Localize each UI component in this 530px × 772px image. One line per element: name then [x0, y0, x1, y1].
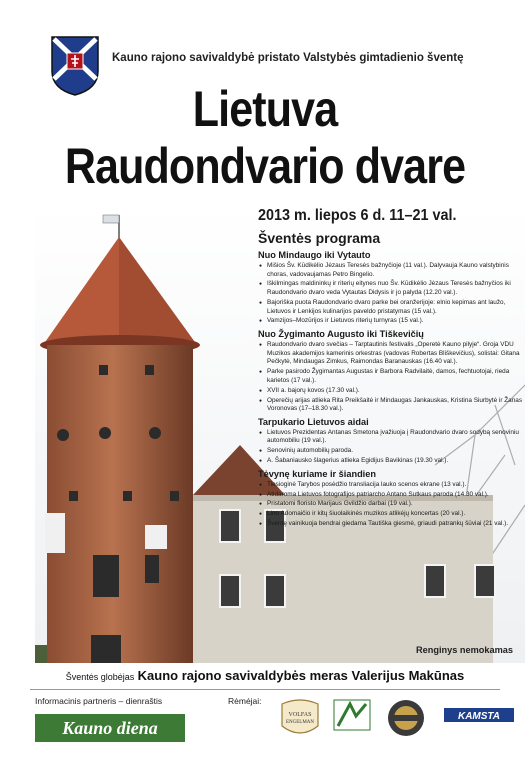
free-entry-note: Renginys nemokamas	[416, 645, 514, 655]
patron-label: Šventės globėjas	[65, 672, 135, 682]
list-item: ● Tiesioginė Tarybos posėdžio transliacija lauko scenos ekrane (13 val.).	[258, 481, 526, 490]
presents-line: Kauno rajono savivaldybė pristato Valstybės gimtadienio šventę	[112, 52, 464, 64]
kamsta-logo-icon	[444, 708, 514, 722]
list-item: ● Šventę vainikuoja bendrai giedama Tautiška giesmė, griaudi patrankų šūviai (21 val.).	[258, 520, 526, 529]
list-item: ● Iškilmingas maldininkų ir riterių eitynes nuo Šv. Kūdikėlio Jėzaus Teresės bažnyčios iki Raudondvario dvaro veda Vytautas Didysis ir jo palyda (12.20 val.).	[258, 280, 526, 297]
section-title: Nuo Mindaugo iki Vytauto	[258, 250, 371, 260]
list-item: ● Lino Adomaičio ir kitų šiuolaikinės muzikos atlikėjų koncertas (20 val.).	[258, 510, 526, 519]
list-item: ● Atidaroma Lietuvos fotografijos patriarcho Antano Sutkaus paroda (14.30 val.).	[258, 491, 526, 500]
list-item: ● Parke pasirodo Žygimantas Augustas ir Barbora Radvilaitė, damos, fechtuotojai, rieda karietos (17 val.).	[258, 368, 526, 385]
list-item: ● Mišios Šv. Kūdikėlio Jėzaus Teresės bažnyčioje (11 val.). Dalyvauja Kauno valstybinis choras, vadovaujamas Petro Bingelio.	[258, 262, 526, 279]
agro-company-logo-icon	[334, 700, 370, 730]
poster-title-line2: Raudondvario dvare	[64, 138, 466, 194]
program-list	[258, 341, 526, 414]
list-item: ● A. Šabaniausko šlagerius atlieka Egidijus Bavikinas (19.30 val.).	[258, 457, 526, 466]
list-item: ● Lietuvos Prezidentas Antanas Smetona įvažiuoja į Raudondvario dvaro sodybą senoviniu automobiliu (19 val.).	[258, 429, 526, 446]
sponsor-logos	[280, 696, 520, 742]
program-list	[258, 429, 526, 466]
section-title: Tarpukario Lietuvos aidai	[258, 416, 369, 427]
program-heading: Šventės programa	[258, 230, 381, 246]
list-item: ● Vamzijos–Mozūrijos ir Lietuvos riterių turnyras (15 val.).	[258, 317, 526, 326]
program-list	[258, 481, 526, 529]
kauno-diena-logo: Kauno diena	[35, 714, 185, 742]
round-seal-logo-icon	[388, 700, 424, 736]
list-item: ● Pristatomi floristo Marijaus Gvildžio darbai (19 val.).	[258, 500, 526, 509]
event-date: 2013 m. liepos 6 d. 11–21 val.	[258, 207, 457, 224]
list-item: ● Operečių arijas atlieka Rita Preikšaitė ir Mindaugas Jankauskas, Kristina Siurbytė ir Žanas Voronovas (17–18.30 val.).	[258, 397, 526, 414]
program-list	[258, 262, 526, 326]
sponsors-label: Rėmėjai:	[228, 696, 262, 706]
program-panel	[258, 206, 526, 530]
poster-title-line1: Lietuva	[192, 81, 338, 137]
svg-text:VOLFAS: VOLFAS	[288, 712, 312, 718]
list-item: ● Bajoriška puota Raudondvario dvaro parke bei oranžerijoje: elnio kepimas ant laužo, Lietuvos ir Lenkijos kulinarijos paveldo pristatymas (15 val.).	[258, 299, 526, 316]
list-item: ● Senovinių automobilių paroda.	[258, 447, 526, 456]
media-partner-label: Informacinis partneris – dienraštis	[35, 696, 163, 706]
svg-text:ENGELMAN: ENGELMAN	[285, 720, 315, 725]
list-item: ● XVII a. bajorų kovos (17.30 val.).	[258, 387, 526, 396]
patron-line	[0, 668, 530, 683]
list-item: ● Raudondvario dvaro svečias – Tarptautinis festivalis „Operetė Kauno pilyje“. Groja VDU Muzikos akademijos kamerinis orkestras (vadovas Robertas Bliškevičius), solistai: Gitana Pečkytė, Mindaugas Zimkus, Raimondas Baranauskas (16.40 val.).	[258, 341, 526, 367]
section-title: Nuo Žygimanto Augusto iki Tiškevičių	[258, 329, 424, 340]
footer-divider	[30, 689, 500, 690]
svg-text:KAMSTA: KAMSTA	[457, 711, 501, 722]
volfas-engelman-logo-icon	[282, 700, 318, 733]
patron-name: Kauno rajono savivaldybės meras Valerijus Makūnas	[137, 668, 465, 683]
section-title: Tėvynę kuriame ir šiandien	[258, 468, 376, 479]
